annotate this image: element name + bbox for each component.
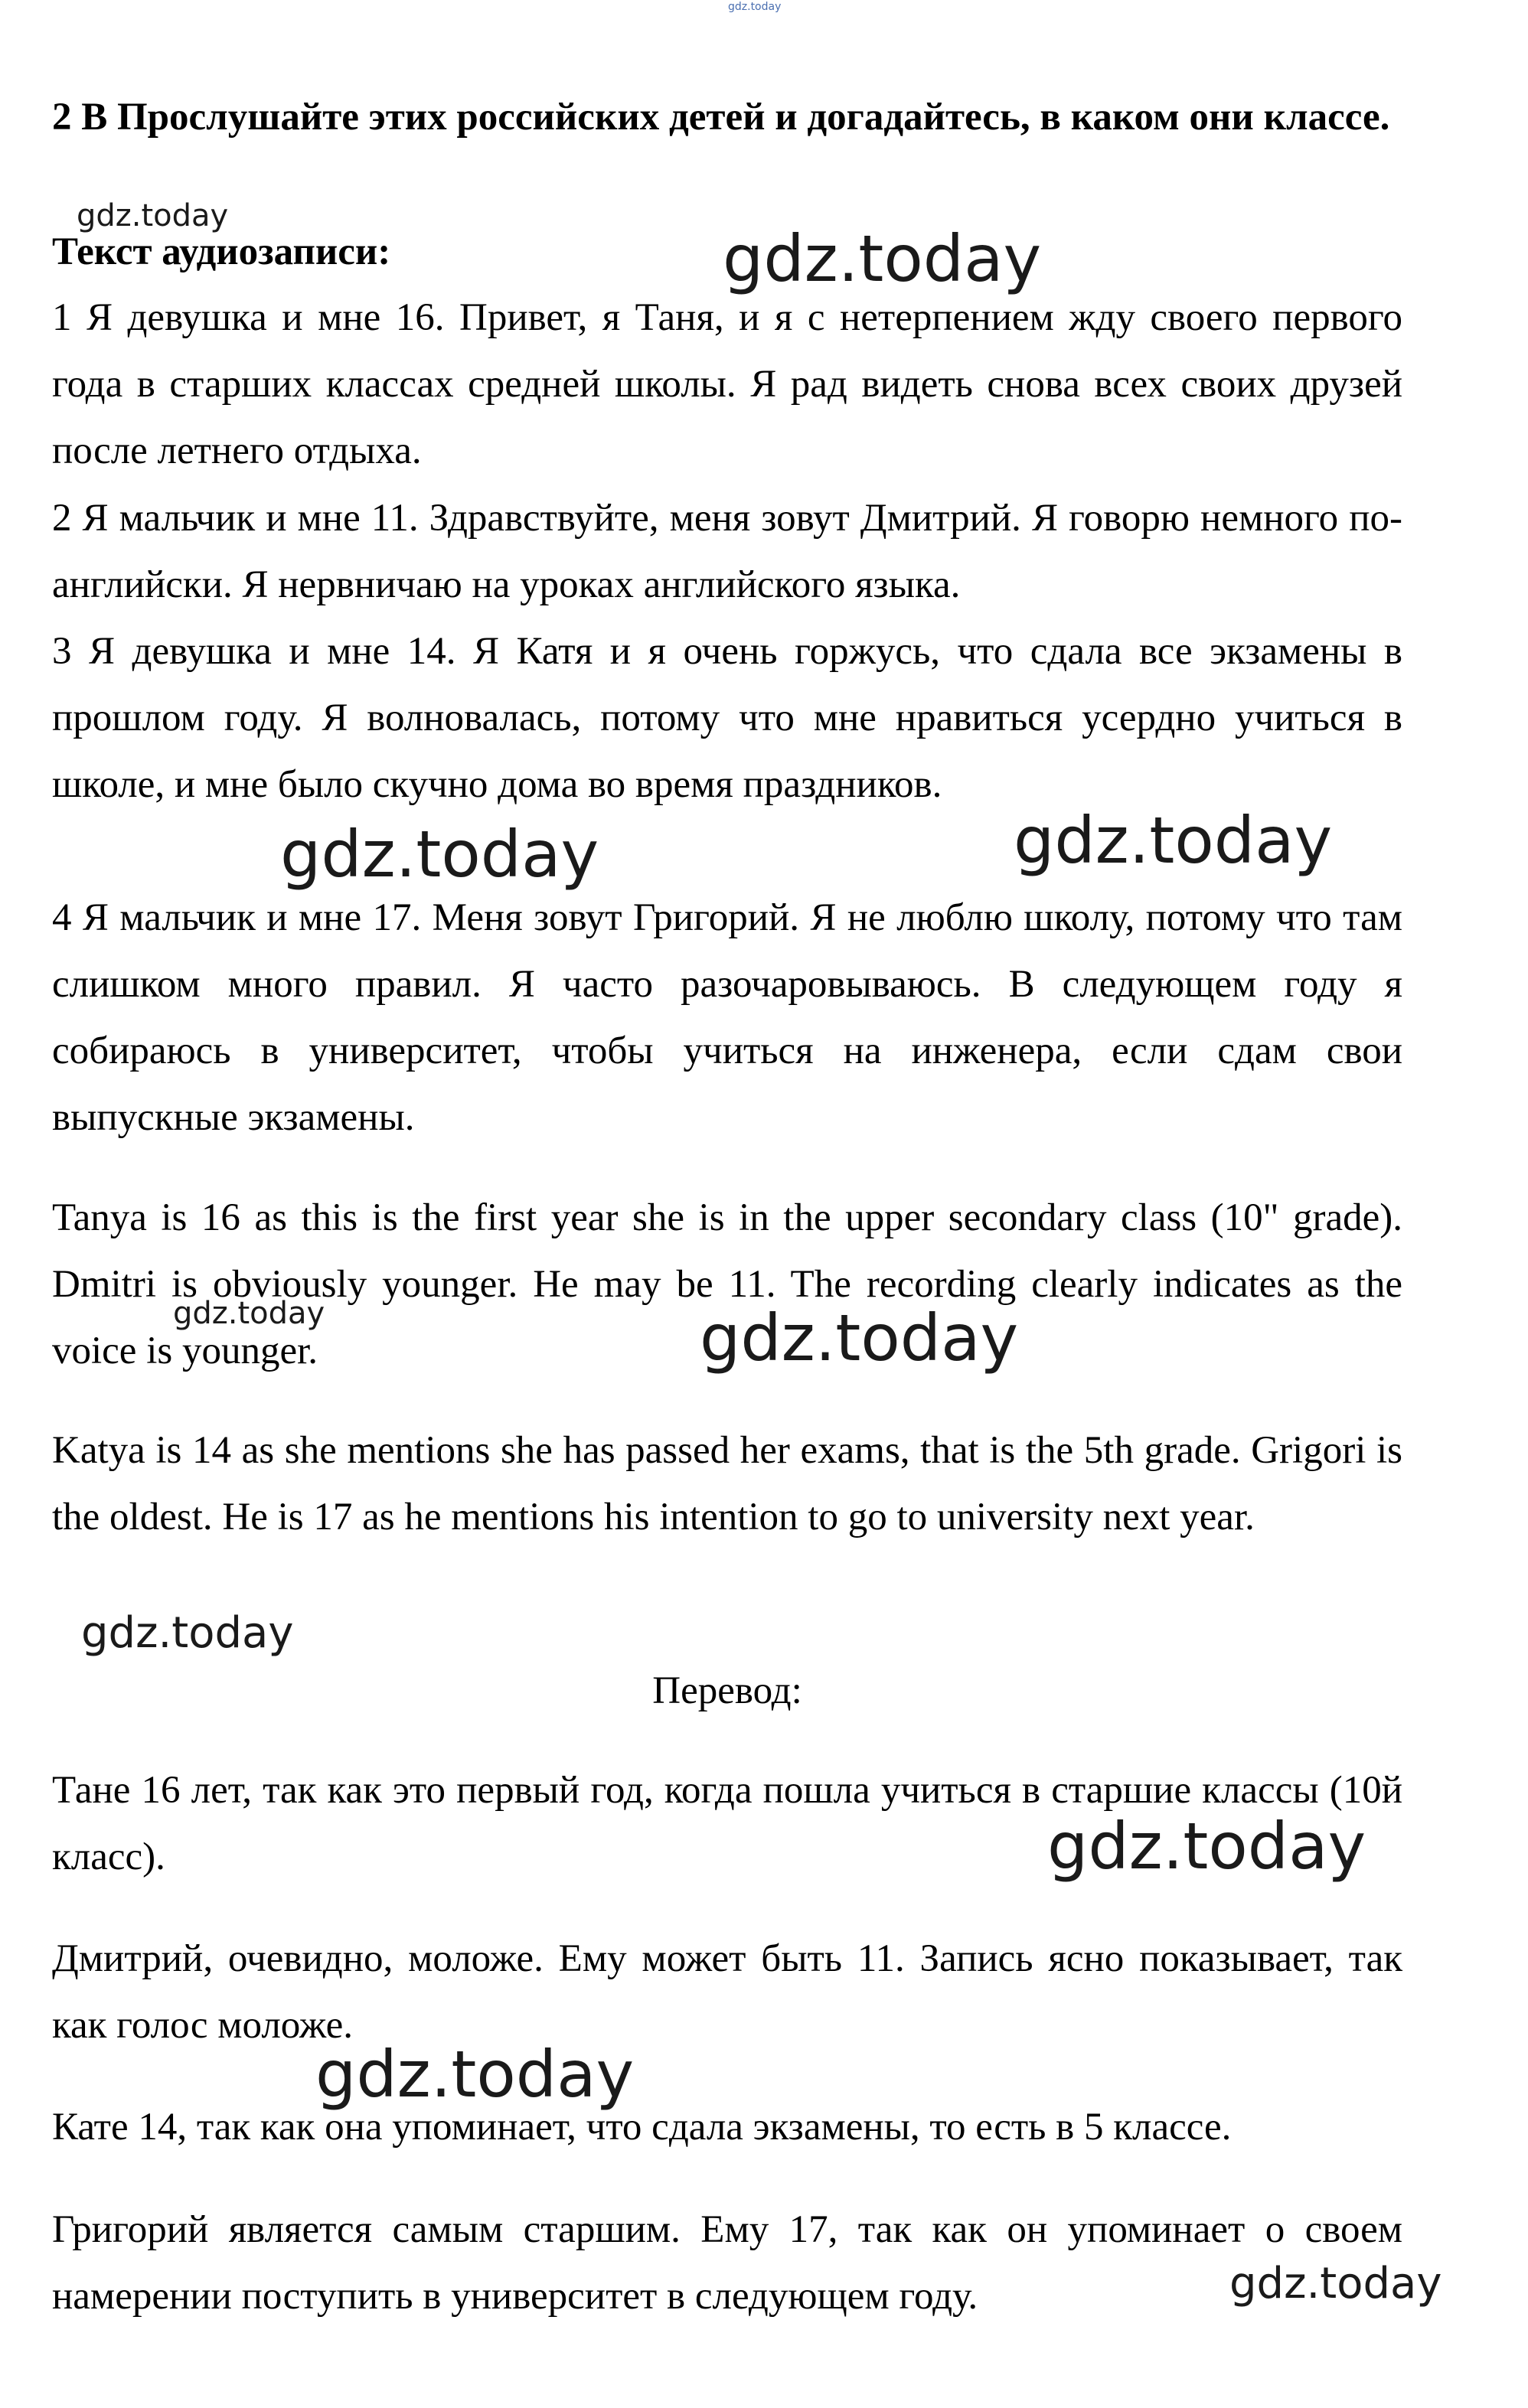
translation-paragraph-3: Кате 14, так как она упоминает, что сдала экзамены, то есть в 5 классе. <box>52 2106 1232 2149</box>
exercise-title: 2 B Прослушайте этих российских детей и догадайтесь, в каком они классе. <box>52 96 1390 139</box>
watermark: gdz.today <box>1014 803 1333 878</box>
transcript-item-2: 2 Я мальчик и мне 11. Здравствуйте, меня зовут Дмитрий. Я говорю немного по-английски. Я нервничаю на уроках английского языка. <box>52 497 1402 606</box>
watermark: gdz.today <box>1229 2259 1442 2308</box>
watermark: gdz.today <box>280 817 599 892</box>
answer-paragraph-2: Katya is 14 as she mentions she has passed her exams, that is the 5th grade. Grigori is the oldest. He is 17 as he mentions his intention to go to university next year. <box>52 1429 1402 1538</box>
translation-heading: Перевод: <box>652 1669 802 1712</box>
translation-paragraph-2: Дмитрий, очевидно, моложе. Ему может быть 11. Запись ясно показывает, так как голос моложе. <box>52 1937 1402 2047</box>
translation-paragraph-1: Тане 16 лет, так как это первый год, когда пошла учиться в старшие классы (10й класс). <box>52 1769 1402 1878</box>
watermark: gdz.today <box>315 2037 635 2112</box>
watermark: gdz.today <box>77 198 229 233</box>
transcript-item-3: 3 Я девушка и мне 14. Я Катя и я очень горжусь, что сдала все экзамены в прошлом году. Я волновалась, потому что мне нравиться усердно учиться в школе, и мне было скучно дома во время праздников. <box>52 630 1402 806</box>
transcript-item-1: 1 Я девушка и мне 16. Привет, я Таня, и я с нетерпением жду своего первого года в старших классах средней школы. Я рад видеть снова всех своих друзей после летнего отдыха. <box>52 296 1402 472</box>
watermark: gdz.today <box>700 1300 1019 1375</box>
watermark: gdz.today <box>173 1296 325 1331</box>
transcript-item-4: 4 Я мальчик и мне 17. Меня зовут Григорий. Я не люблю школу, потому что там слишком много правил. Я часто разочаровываюсь. В следующем году я собираюсь в университет, чтобы учиться на инженера, если сдам свои выпускные экзамены. <box>52 896 1402 1139</box>
site-mark-top: gdz.today <box>728 1 782 13</box>
translation-paragraph-4: Григорий является самым старшим. Ему 17, так как он упоминает о своем намерении поступить в университет в следующем году. <box>52 2208 1402 2318</box>
answer-paragraph-1: Tanya is 16 as this is the first year she is in the upper secondary class (10" grade). Dmitri is obviously younger. He may be 11. The recording clearly indicates as the voice is younger. <box>52 1196 1402 1372</box>
watermark: gdz.today <box>1047 1809 1366 1884</box>
watermark: gdz.today <box>723 221 1042 296</box>
watermark: gdz.today <box>81 1608 294 1658</box>
transcript-heading: Текст аудиозаписи: <box>52 230 391 273</box>
